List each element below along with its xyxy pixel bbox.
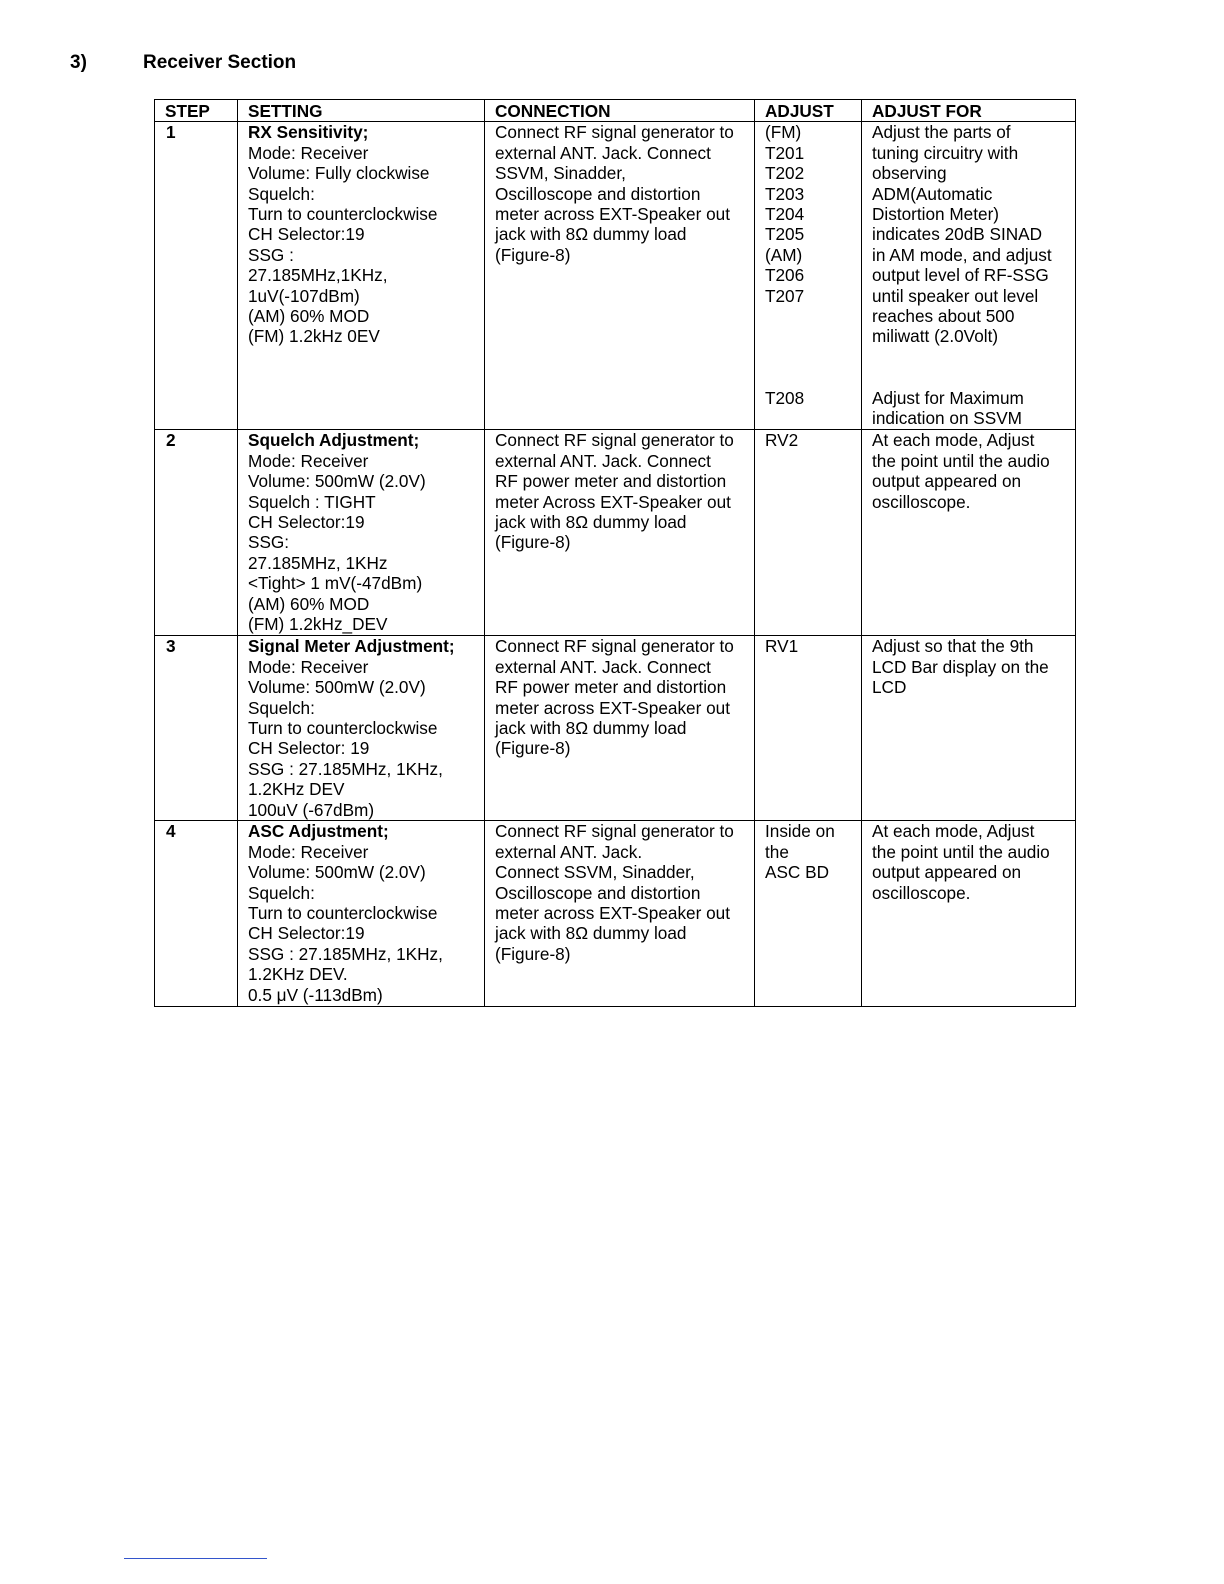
table-row	[155, 636, 1076, 821]
setting-cell	[238, 122, 485, 430]
adjust-line: T203	[765, 183, 805, 204]
adjust-for-line: observing	[872, 163, 947, 184]
setting-line: Mode: Receiver	[248, 656, 369, 677]
section-title: Receiver Section	[143, 52, 297, 73]
setting-title: Squelch Adjustment;	[248, 430, 420, 451]
setting-line: 0.5 μV (-113dBm)	[248, 984, 383, 1005]
adjust-line: T207	[765, 285, 805, 306]
table-row	[155, 821, 1076, 1007]
adjust-for-line: until speaker out level	[872, 285, 1039, 306]
setting-title: RX Sensitivity;	[248, 122, 369, 143]
adjust-cell	[755, 821, 862, 1007]
setting-line: SSG :	[248, 244, 294, 265]
connection-cell	[485, 430, 755, 636]
adjust-line: the	[765, 841, 789, 862]
connection-line: RF power meter and distortion	[495, 471, 727, 492]
setting-line: CH Selector: 19	[248, 738, 370, 759]
connection-line: Connect RF signal generator to	[495, 821, 734, 842]
header-step: STEP	[155, 100, 238, 122]
connection-cell	[485, 821, 755, 1007]
connection-line: Connect RF signal generator to	[495, 636, 734, 657]
setting-line: 1uV(-107dBm)	[248, 285, 360, 306]
setting-line: (FM) 1.2kHz 0EV	[248, 326, 380, 347]
adjust-line: T202	[765, 163, 805, 184]
adjust-cell	[755, 430, 862, 636]
adjust-for-line: output level of RF-SSG	[872, 265, 1049, 286]
setting-line: SSG:	[248, 532, 290, 553]
adjust-line: T204	[765, 204, 805, 225]
setting-cell	[238, 430, 485, 636]
setting-line: Turn to counterclockwise	[248, 903, 438, 924]
adjust-line: RV1	[765, 636, 799, 657]
adjust-for-line: reaches about 500	[872, 306, 1015, 327]
connection-line: jack with 8Ω dummy load	[495, 923, 687, 944]
setting-line: Volume: 500mW (2.0V)	[248, 471, 426, 492]
adjust-for-line: the point until the audio	[872, 841, 1050, 862]
connection-line: (Figure-8)	[495, 943, 571, 964]
adjust-for-line: ADM(Automatic	[872, 183, 993, 204]
setting-line: Volume: Fully clockwise	[248, 163, 430, 184]
adjust-for-line: LCD Bar display on the	[872, 656, 1049, 677]
table-row	[155, 122, 1076, 430]
section-number: 3)	[70, 52, 87, 73]
connection-cell	[485, 636, 755, 821]
setting-line: Squelch:	[248, 183, 315, 204]
setting-line: (AM) 60% MOD	[248, 306, 370, 327]
connection-line: RF power meter and distortion	[495, 677, 727, 698]
setting-line: (FM) 1.2kHz_DEV	[248, 614, 388, 635]
connection-line: external ANT. Jack.	[495, 841, 643, 862]
setting-cell	[238, 821, 485, 1007]
setting-line: Turn to counterclockwise	[248, 718, 438, 739]
connection-line: Connect RF signal generator to	[495, 122, 734, 143]
adjust-for-line: miliwatt (2.0Volt)	[872, 326, 999, 347]
adjust-line: T206	[765, 265, 805, 286]
adjust-cell	[755, 122, 862, 430]
connection-line: (Figure-8)	[495, 738, 571, 759]
table-header-row	[155, 100, 1076, 122]
setting-line: Volume: 500mW (2.0V)	[248, 862, 426, 883]
adjust-for-line: Adjust the parts of	[872, 122, 1011, 143]
connection-line: Oscilloscope and distortion	[495, 183, 701, 204]
section-heading	[70, 52, 296, 74]
connection-line: Connect RF signal generator to	[495, 430, 734, 451]
adjust-line: T201	[765, 142, 805, 163]
step-number: 2	[155, 430, 238, 636]
adjust-line: RV2	[765, 430, 799, 451]
connection-line: external ANT. Jack. Connect	[495, 142, 711, 163]
setting-line: 27.185MHz,1KHz,	[248, 265, 388, 286]
setting-line: Squelch:	[248, 882, 315, 903]
adjust-line: T208	[765, 387, 805, 408]
adjust-for-line: Adjust so that the 9th	[872, 636, 1034, 657]
setting-line: 27.185MHz, 1KHz	[248, 552, 388, 573]
adjust-for-line: indication on SSVM	[872, 408, 1022, 429]
setting-line: Squelch : TIGHT	[248, 491, 376, 512]
step-number: 4	[155, 821, 238, 1007]
cell-spacer	[765, 326, 857, 346]
setting-line: Squelch:	[248, 697, 315, 718]
connection-line: meter Across EXT-Speaker out	[495, 491, 731, 512]
adjust-line: Inside on	[765, 821, 835, 842]
setting-line: 1.2KHz DEV.	[248, 964, 348, 985]
table-row	[155, 430, 1076, 636]
setting-line: Mode: Receiver	[248, 450, 369, 471]
connection-cell	[485, 122, 755, 430]
connection-line: external ANT. Jack. Connect	[495, 450, 711, 471]
setting-title: Signal Meter Adjustment;	[248, 636, 455, 657]
adjust-line: (AM)	[765, 244, 803, 265]
adjust-for-line: output appeared on	[872, 862, 1022, 883]
adjust-line: ASC BD	[765, 862, 829, 883]
adjust-for-line: indicates 20dB SINAD	[872, 224, 1043, 245]
adjust-for-cell	[862, 430, 1076, 636]
adjust-for-line: LCD	[872, 677, 907, 698]
connection-line: Connect SSVM, Sinadder,	[495, 862, 695, 883]
setting-line: CH Selector:19	[248, 512, 365, 533]
setting-line: CH Selector:19	[248, 224, 365, 245]
setting-line: CH Selector:19	[248, 923, 365, 944]
adjust-for-line: in AM mode, and adjust	[872, 244, 1052, 265]
setting-line: 100uV (-67dBm)	[248, 799, 375, 820]
connection-line: Oscilloscope and distortion	[495, 882, 701, 903]
connection-line: SSVM, Sinadder,	[495, 163, 626, 184]
setting-line: Turn to counterclockwise	[248, 204, 438, 225]
adjust-for-line: oscilloscope.	[872, 491, 971, 512]
setting-line: 1.2KHz DEV	[248, 779, 345, 800]
cell-spacer	[765, 347, 857, 388]
adjust-cell	[755, 636, 862, 821]
setting-line: <Tight> 1 mV(-47dBm)	[248, 573, 423, 594]
connection-line: meter across EXT-Speaker out	[495, 903, 730, 924]
connection-line: meter across EXT-Speaker out	[495, 204, 730, 225]
connection-line: jack with 8Ω dummy load	[495, 512, 687, 533]
setting-line: Mode: Receiver	[248, 142, 369, 163]
adjust-line: T205	[765, 224, 805, 245]
connection-line: jack with 8Ω dummy load	[495, 718, 687, 739]
setting-line: SSG : 27.185MHz, 1KHz,	[248, 943, 443, 964]
receiver-adjustment-table	[154, 99, 1076, 1007]
connection-line: external ANT. Jack. Connect	[495, 656, 711, 677]
header-adjust: ADJUST	[755, 100, 862, 122]
adjust-for-cell	[862, 821, 1076, 1007]
step-number: 1	[155, 122, 238, 430]
connection-line: (Figure-8)	[495, 532, 571, 553]
header-adjust-for: ADJUST FOR	[862, 100, 1076, 122]
adjust-for-cell	[862, 122, 1076, 430]
adjust-line: (FM)	[765, 122, 802, 143]
setting-cell	[238, 636, 485, 821]
setting-line: Mode: Receiver	[248, 841, 369, 862]
adjust-for-line: the point until the audio	[872, 450, 1050, 471]
setting-title: ASC Adjustment;	[248, 821, 389, 842]
cell-spacer	[872, 347, 1071, 388]
footer-rule	[124, 1558, 267, 1559]
adjust-for-line: tuning circuitry with	[872, 142, 1019, 163]
table-body	[155, 122, 1076, 1007]
cell-spacer	[765, 306, 857, 326]
connection-line: jack with 8Ω dummy load	[495, 224, 687, 245]
connection-line: meter across EXT-Speaker out	[495, 697, 730, 718]
adjust-for-line: output appeared on	[872, 471, 1022, 492]
header-connection: CONNECTION	[485, 100, 755, 122]
setting-line: (AM) 60% MOD	[248, 593, 370, 614]
setting-line: SSG : 27.185MHz, 1KHz,	[248, 758, 443, 779]
adjust-for-line: At each mode, Adjust	[872, 430, 1035, 451]
adjust-for-line: Adjust for Maximum	[872, 387, 1024, 408]
header-setting: SETTING	[238, 100, 485, 122]
adjust-for-line: oscilloscope.	[872, 882, 971, 903]
adjust-for-line: At each mode, Adjust	[872, 821, 1035, 842]
step-number: 3	[155, 636, 238, 821]
setting-line: Volume: 500mW (2.0V)	[248, 677, 426, 698]
connection-line: (Figure-8)	[495, 244, 571, 265]
adjust-for-cell	[862, 636, 1076, 821]
adjust-for-line: Distortion Meter)	[872, 204, 1000, 225]
